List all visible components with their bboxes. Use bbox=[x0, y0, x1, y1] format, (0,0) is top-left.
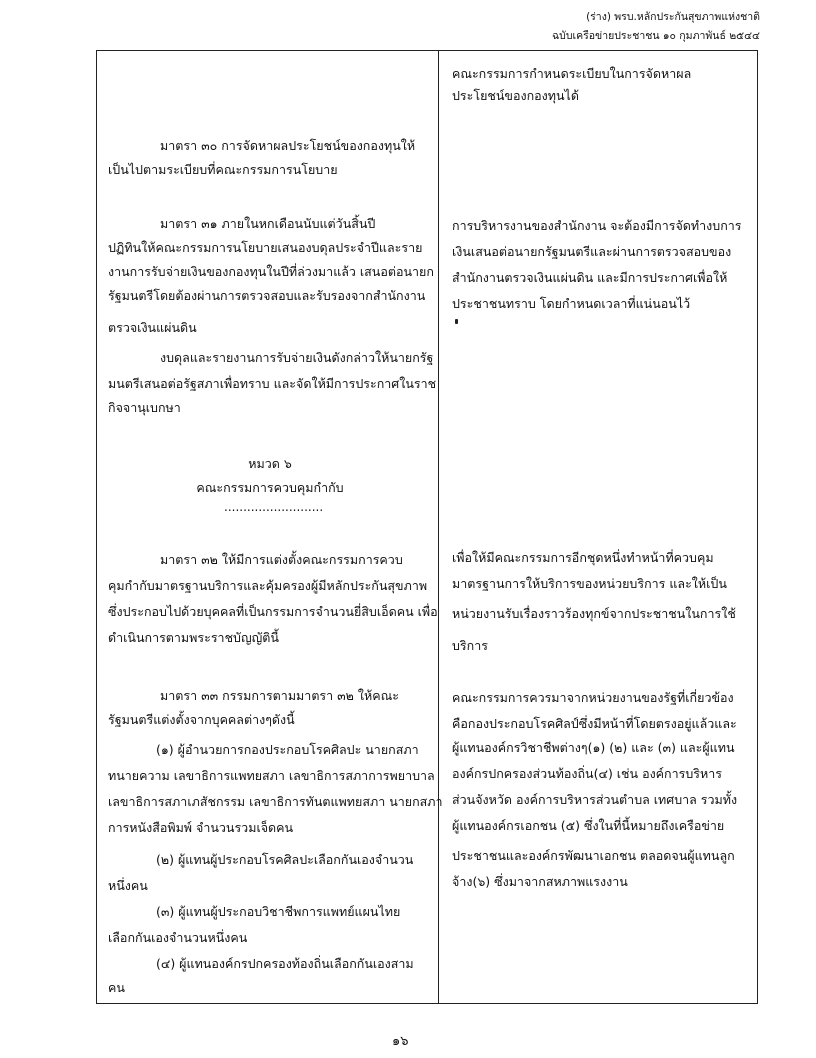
note-line: องค์กรปกครองส่วนท้องถิ่น(๔) เช่น องค์การบริหาร bbox=[452, 766, 722, 781]
section-31-line: รัฐมนตรีโดยต้องผ่านการตรวจสอบและรับรองจากสำนักงาน bbox=[108, 288, 426, 303]
note-line: ประโยชน์ของกองทุนได้ bbox=[452, 88, 579, 103]
note-line: ประชาชนทราบ โดยกำหนดเวลาที่แน่นอนไว้ bbox=[452, 296, 691, 311]
section-31-line: งานการรับจ่ายเงินของกองทุนในปีที่ล่วงมาแล้ว เสนอต่อนายก bbox=[108, 264, 434, 279]
item-4-line: คน bbox=[108, 980, 125, 995]
note-line: คณะกรรมการกำหนดระเบียบในการจัดหาผล bbox=[452, 66, 692, 81]
item-3-line: เลือกกันเองจำนวนหนึ่งคน bbox=[108, 930, 248, 945]
item-1-line: (๑) ผู้อำนวยการกองประกอบโรคศิลปะ นายกสภา bbox=[156, 742, 419, 757]
section-33-line: รัฐมนตรีแต่งตั้งจากบุคคลต่างๆดังนี้ bbox=[108, 712, 295, 727]
note-line: ผู้แทนองค์กรเอกชน (๕) ซึ่งในที่นี้หมายถึงเครือข่าย bbox=[452, 818, 725, 833]
item-4-line: (๔) ผู้แทนองค์กรปกครองท้องถิ่นเลือกกันเองสาม bbox=[156, 956, 414, 971]
note-line: มาตรฐานการให้บริการของหน่วยบริการ และให้เป็น bbox=[452, 576, 727, 591]
note-line: หน่วยงานรับเรื่องราวร้องทุกข์จากประชาชนในการใช้ bbox=[452, 606, 736, 621]
section-31-para2: มนตรีเสนอต่อรัฐสภาเพื่อทราบ และจัดให้มีการประกาศในราช bbox=[108, 376, 437, 391]
note-line: เงินเสนอต่อนายกรัฐมนตรีและผ่านการตรวจสอบของ bbox=[452, 244, 732, 259]
item-3-line: (๓) ผู้แทนผู้ประกอบวิชาชีพการแพทย์แผนไทย bbox=[156, 904, 401, 919]
section-32-line: คุมกำกับมาตรฐานบริการและคุ้มครองผู้มีหลักประกันสุขภาพ bbox=[108, 578, 428, 593]
section-30-line: เป็นไปตามระเบียบที่คณะกรรมการนโยบาย bbox=[108, 162, 338, 177]
note-line: ผู้แทนองค์กรวิชาชีพต่างๆ(๑) (๒) และ (๓) และผู้แทน bbox=[452, 740, 735, 755]
note-line: จ้าง(๖) ซึ่งมาจากสหภาพแรงงาน bbox=[452, 874, 628, 889]
section-32-line: ดำเนินการตามพระราชบัญญัตินี้ bbox=[108, 630, 279, 645]
note-line: บริการ bbox=[452, 638, 488, 653]
section-31-line: ตรวจเงินแผ่นดิน bbox=[108, 320, 197, 335]
item-2-line: (๒) ผู้แทนผู้ประกอบโรคศิลปะเลือกกันเองจำนวน bbox=[156, 852, 414, 867]
item-1-line: เลขาธิการสภาเภสัชกรรม เลขาธิการทันตแพทยสภา นายกสภา bbox=[108, 794, 443, 809]
section-31-heading: มาตรา ๓๑ ภายในหกเดือนนับแต่วันสิ้นปี bbox=[160, 216, 376, 231]
section-32-line: ซึ่งประกอบไปด้วยบุคคลที่เป็นกรรมการจำนวนยี่สิบเอ็ดคน เพื่อ bbox=[108, 604, 438, 619]
section-33-heading: มาตรา ๓๓ กรรมการตามมาตรา ๓๒ ให้คณะ bbox=[160, 688, 399, 703]
header-version-date: ฉบับเครือข่ายประชาชน ๑๐ กุมภาพันธ์ ๒๕๔๔ bbox=[552, 30, 760, 42]
note-line: ประชาชนและองค์กรพัฒนาเอกชน ตลอดจนผู้แทนลูก bbox=[452, 848, 735, 863]
column-divider bbox=[438, 50, 439, 1004]
section-31-line: ปฏิทินให้คณะกรรมการนโยบายเสนองบดุลประจำปีและราย bbox=[108, 240, 423, 255]
note-line: คือกองประกอบโรคศิลป์ซึ่งมีหน้าที่โดยตรงอยู่แล้วและ bbox=[452, 716, 737, 731]
note-line: การบริหารงานของสำนักงาน จะต้องมีการจัดทำงบการ bbox=[452, 218, 742, 233]
section-31-para2: กิจจานุเบกษา bbox=[108, 400, 181, 415]
section-30-heading: มาตรา ๓๐ การจัดหาผลประโยชน์ของกองทุนให้ bbox=[160, 138, 416, 153]
item-1-line: ทนายความ เลขาธิการแพทยสภา เลขาธิการสภาการพยาบาล bbox=[108, 768, 435, 783]
chapter-heading: หมวด ๖ bbox=[248, 456, 292, 471]
section-31-para2: งบดุลและรายงานการรับจ่ายเงินดังกล่าวให้นายกรัฐ bbox=[160, 350, 434, 365]
chapter-title: คณะกรรมการควบคุมกำกับ bbox=[196, 480, 344, 495]
dotted-separator: .......................... bbox=[224, 500, 324, 514]
stray-mark bbox=[455, 319, 458, 324]
section-32-heading: มาตรา ๓๒ ให้มีการแต่งตั้งคณะกรรมการควบ bbox=[160, 552, 403, 567]
item-1-line: การหนังสือพิมพ์ จำนวนรวมเจ็ดคน bbox=[108, 820, 294, 835]
item-2-line: หนึ่งคน bbox=[108, 878, 148, 893]
note-line: คณะกรรมการควรมาจากหน่วยงานของรัฐที่เกี่ยวข้อง bbox=[452, 690, 734, 705]
page-number: ๑๖ bbox=[392, 1034, 409, 1049]
note-line: เพื่อให้มีคณะกรรมการอีกชุดหนึ่งทำหน้าที่ควบคุม bbox=[452, 550, 714, 565]
note-line: ส่วนจังหวัด องค์การบริหารส่วนตำบล เทศบาล รวมทั้ง bbox=[452, 792, 738, 807]
header-draft-title: (ร่าง) พรบ.หลักประกันสุขภาพแห่งชาติ bbox=[586, 11, 760, 23]
note-line: สำนักงานตรวจเงินแผ่นดิน และมีการประกาศเพื่อให้ bbox=[452, 270, 728, 285]
